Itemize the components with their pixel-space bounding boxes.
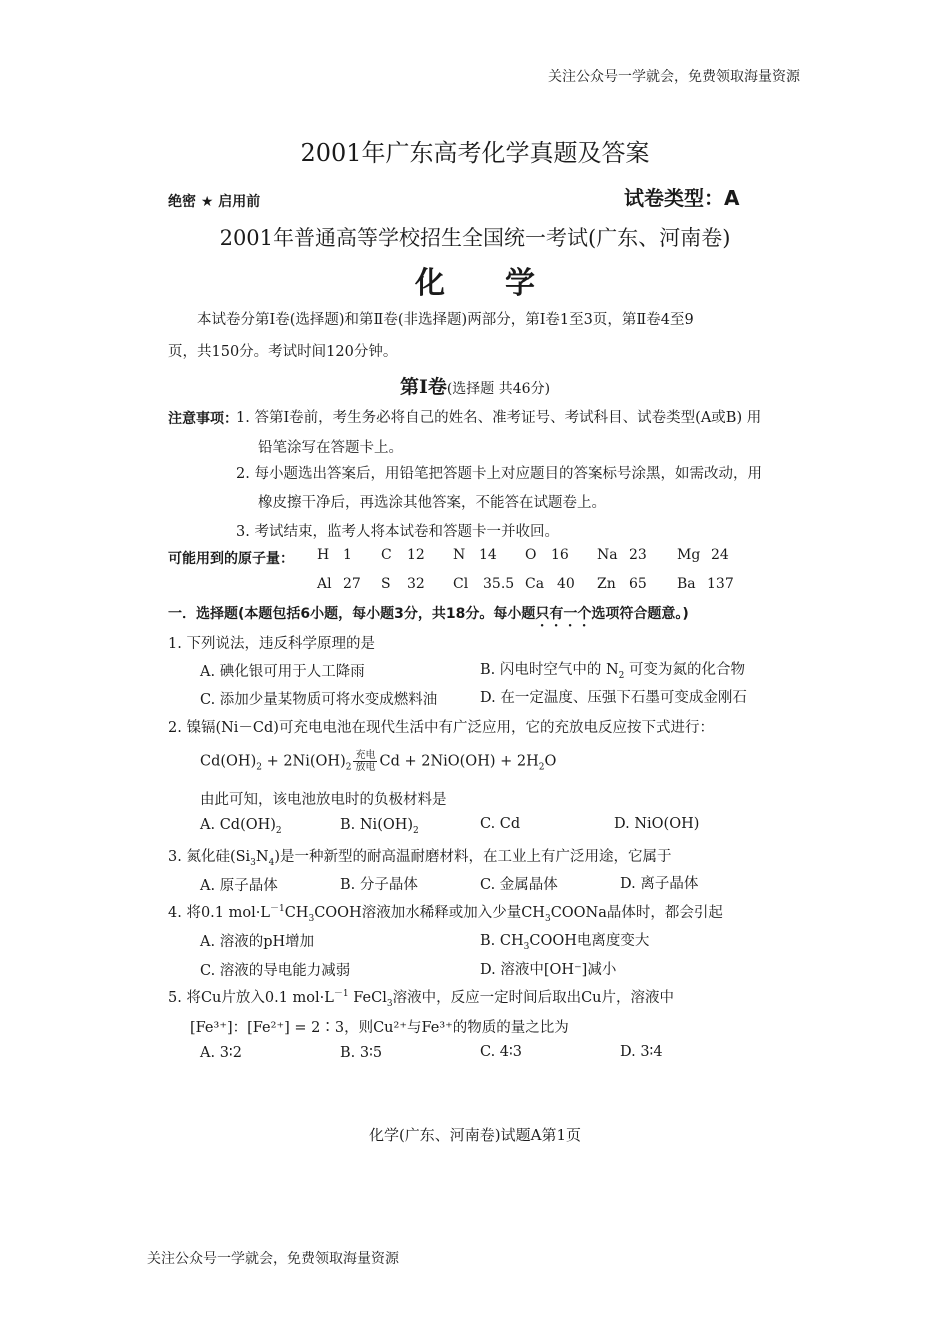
atomic-C: C [381,547,392,563]
q5-sub3: 3 [386,998,393,1009]
q5-stem-a: 5. 将Cu片放入0.1 mol·L [168,990,334,1006]
q3-option-b: B. 分子晶体 [340,877,418,893]
q4-option-b [480,929,649,952]
note-1b: 铅笔涂写在答题卡上。 [258,440,403,456]
q2-eq-sub-2: 2 [345,762,352,773]
atomic-Cl: Cl [453,576,469,592]
atomic-Mg: Mg [677,547,701,563]
q1-b-post: 可变为氮的化合物 [624,662,746,678]
section-1-label: 第Ⅰ卷 [399,376,447,398]
q2-a-text: A. Cd(OH) [200,817,276,833]
atomic-Na: Na [597,547,618,563]
atomic-H: H [317,547,330,563]
q2-option-d: D. NiO(OH) [614,816,700,832]
atomic-N: N [453,547,466,563]
q4-stem [168,901,723,924]
q1-b-sub: 2 [618,670,625,681]
q1-option-d: D. 在一定温度、压强下石墨可变成金刚石 [480,690,747,706]
paper-type: 试卷类型：A [624,186,740,210]
q1-option-b [480,658,745,681]
q3-stem-b: )是一种新型的耐高温耐磨材料，在工业上有广泛用途，它属于 [274,849,672,865]
q5-stem-b: FeCl [348,990,387,1006]
q2-question: 由此可知，该电池放电时的负极材料是 [200,792,447,808]
q5-sup: －1 [333,989,349,1000]
q3-option-a: A. 原子晶体 [200,878,278,894]
atomic-Cl-mass: 35.5 [483,576,515,592]
atomic-label: 可能用到的原子量： [168,551,294,567]
atomic-O: O [525,547,537,563]
exam-title: 2001年普通高等学校招生全国统一考试(广东、河南卷) [219,226,731,250]
q2-option-a [200,817,282,836]
q2-eq-end: O [544,753,557,770]
part-1-heading-b: 选项符合题意。) [591,606,689,622]
part-1-heading [168,603,689,630]
q2-reaction-arrow [353,750,377,773]
q4-option-a: A. 溶液的pH增加 [200,934,315,950]
atomic-O-mass: 16 [551,547,569,563]
subject-title: 化学 [415,266,595,301]
atomic-N-mass: 14 [479,547,497,563]
q4-b-sub: 3 [523,941,530,952]
q4-stem-d: COONa晶体时，都会引起 [550,905,723,921]
notes-label: 注意事项： [168,411,238,427]
atomic-Na-mass: 23 [629,547,647,563]
atomic-Ca: Ca [525,576,545,592]
q3-sub4: 4 [268,857,275,868]
q4-stem-b: CH [284,905,309,921]
q5-stem-c: 溶液中，反应一定时间后取出Cu片，溶液中 [392,990,675,1006]
q5-option-d: D. 3∶4 [620,1044,663,1060]
atomic-S: S [381,576,391,592]
watermark-bottom: 关注公众号一学就会，免费领取海量资源 [147,1251,399,1267]
atomic-Zn-mass: 65 [629,576,647,592]
note-2b: 橡皮擦干净后，再选涂其他答案，不能答在试题卷上。 [258,495,606,511]
watermark-top: 关注公众号一学就会，免费领取海量资源 [548,69,800,85]
page-footer: 化学(广东、河南卷)试题A第1页 [368,1126,582,1144]
intro-line-1: 本试卷分第Ⅰ卷(选择题)和第Ⅱ卷(非选择题)两部分，第Ⅰ卷1至3页，第Ⅱ卷4至9 [197,312,694,328]
q2-b-text: B. Ni(OH) [340,817,414,833]
q2-eq-right: Cd + 2NiO(OH) + 2H [379,753,539,770]
q1-stem: 1. 下列说法，违反科学原理的是 [168,636,375,652]
q3-option-c: C. 金属晶体 [480,877,558,893]
atomic-S-mass: 32 [407,576,425,592]
secret-label: 绝密 ★ 启用前 [168,194,261,210]
note-2a: 2. 每小题选出答案后，用铅笔把答题卡上对应题目的答案标号涂黑，如需改动，用 [236,466,762,482]
q4-b-a: B. CH [480,933,524,949]
q4-sub3-1: 3 [308,913,315,924]
q4-option-d: D. 溶液中[OH⁻]减小 [480,962,617,978]
note-3: 3. 考试结束，监考人将本试卷和答题卡一并收回。 [236,524,559,540]
q4-stem-c: COOH溶液加水稀释或加入少量CH [314,905,545,921]
q4-sub3-2: 3 [544,913,551,924]
q5-option-a: A. 3∶2 [200,1045,242,1061]
q5-option-b: B. 3∶5 [340,1045,383,1061]
q4-b-b: COOH电离度变大 [529,933,650,949]
q5-stem [168,986,674,1009]
q2-stem: 2. 镍镉(Ni－Cd)可充电电池在现代生活中有广泛应用，它的充放电反应按下式进行： [168,720,714,736]
q3-stem-a: 3. 氮化硅(Si [168,849,251,865]
part-1-heading-a: 一．选择题(本题包括6小题，每小题3分，共18分。每小题 [168,606,536,622]
q2-eq-mid: + 2Ni(OH) [261,753,346,770]
q2-eq-left: Cd(OH) [200,753,257,770]
q3-option-d: D. 离子晶体 [620,876,699,892]
q4-stem-a: 4. 将0.1 mol·L [168,905,270,921]
q2-eq-sub-3: 2 [538,762,545,773]
q2-a-sub: 2 [275,825,282,836]
atomic-Ba: Ba [677,576,696,592]
section-1-title [0,372,950,399]
q1-option-a: A. 碘化银可用于人工降雨 [200,664,365,680]
atomic-Mg-mass: 24 [711,547,729,563]
q5-stem-line-2: [Fe³⁺]：[Fe²⁺] = 2∶3，则Cu²⁺与Fe³⁺的物质的量之比为 [190,1020,569,1036]
q3-sub3: 3 [250,857,256,868]
atomic-C-mass: 12 [407,547,425,563]
q1-option-c: C. 添加少量某物质可将水变成燃料油 [200,692,438,708]
q3-stem [168,845,671,868]
section-1-note: (选择题 共46分) [446,381,551,397]
q2-eq-sub-1: 2 [256,762,262,773]
document-title: 2001年广东高考化学真题及答案 [300,139,650,167]
atomic-Ca-mass: 40 [557,576,575,592]
q2-option-c: C. Cd [480,816,521,832]
q2-arrow-discharge: 放电 [355,762,376,773]
atomic-Ba-mass: 137 [707,576,734,592]
atomic-Zn: Zn [597,576,616,592]
q3-mid: N [255,849,269,865]
atomic-Al-mass: 27 [343,576,361,592]
q4-option-c: C. 溶液的导电能力减弱 [200,963,351,979]
q2-equation [200,750,556,773]
q1-b-pre: B. 闪电时空气中的 N [480,662,619,678]
q2-arrow-charge: 充电 [355,750,376,761]
q2-b-sub: 2 [413,825,419,836]
atomic-Al: Al [317,576,332,592]
atomic-H-mass: 1 [343,547,352,563]
part-1-heading-emphasis: 只有一个 [535,606,592,622]
note-1a: 1. 答第Ⅰ卷前，考生务必将自己的姓名、准考证号、考试科目、试卷类型(A或B) 用 [236,410,762,426]
q4-sup: －1 [269,904,285,915]
q2-option-b [340,817,419,836]
q5-option-c: C. 4∶3 [480,1044,523,1060]
intro-line-2: 页，共150分。考试时间120分钟。 [168,344,398,360]
